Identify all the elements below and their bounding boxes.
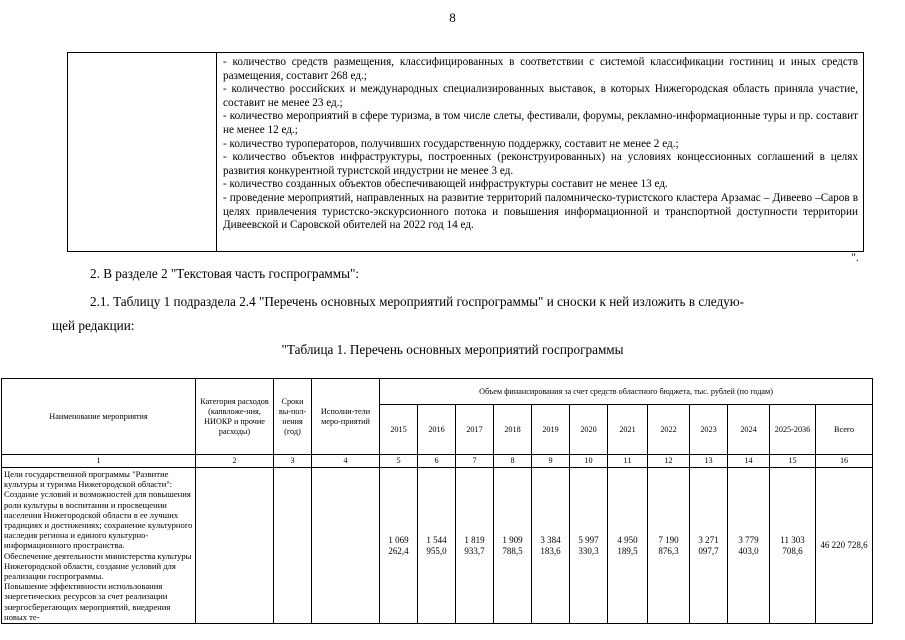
column-number: 14 <box>728 455 770 468</box>
year-header: 2016 <box>418 405 456 455</box>
funding-2023: 3 271 097,7 <box>690 468 728 624</box>
column-number: 9 <box>532 455 570 468</box>
closing-quote: ". <box>851 250 859 264</box>
column-number: 11 <box>608 455 648 468</box>
column-number: 13 <box>690 455 728 468</box>
year-header: 2019 <box>532 405 570 455</box>
column-number: 16 <box>816 455 873 468</box>
column-number: 3 <box>274 455 312 468</box>
header-row <box>2 379 873 405</box>
indicator-item: - количество туроператоров, получивших государственную поддержку, составит не менее 2 ед.; <box>223 137 679 150</box>
indicator-list <box>223 56 858 233</box>
indicator-item: - количество объектов инфраструктуры, построенных (реконструированных) на условиях концессионных соглашений в целях развития конкурентной туристской индустрии не менее 3 ед. <box>223 151 858 177</box>
goal-paragraph: Создание условий и возможностей для повышения роли культуры в воспитании и просвещении населения Нижегородской области в ее лучших традициях и достижениях; сохранение культурного наследия региона и единого культурно-информационного пространства. <box>4 489 193 551</box>
funding-2025-2036: 11 303 708,6 <box>770 468 816 624</box>
funding-2019: 3 384 183,6 <box>532 468 570 624</box>
goal-description <box>2 468 196 624</box>
measures-table <box>1 378 873 624</box>
year-header: 2017 <box>456 405 494 455</box>
column-numbers-row <box>2 455 873 468</box>
year-header: 2022 <box>648 405 690 455</box>
funding-2021: 4 950 189,5 <box>608 468 648 624</box>
year-header: 2025-2036 <box>770 405 816 455</box>
indicator-item: - количество созданных объектов обеспечивающей инфраструктуры составит не менее 13 ед. <box>223 178 668 191</box>
continued-table-cell <box>67 52 864 252</box>
total-header: Всего <box>816 405 873 455</box>
goal-row <box>2 468 873 624</box>
funding-2017: 1 819 933,7 <box>456 468 494 624</box>
goal-executors <box>312 468 380 624</box>
page-number: 8 <box>449 10 456 25</box>
goal-paragraph: Обеспечение деятельности министерства культуры Нижегородской области, создание условий для реализации госпрограммы. <box>4 550 192 582</box>
header-terms: Сроки вы-пол-нения (год) <box>274 379 312 455</box>
funding-2020: 5 997 330,3 <box>570 468 608 624</box>
column-number: 15 <box>770 455 816 468</box>
cell-divider <box>216 53 217 251</box>
column-number: 8 <box>494 455 532 468</box>
funding-total: 46 220 728,6 <box>816 468 873 624</box>
year-header: 2015 <box>380 405 418 455</box>
header-name: Наименование мероприятия <box>2 379 196 455</box>
table-caption: "Таблица 1. Перечень основных мероприятий госпрограммы <box>281 342 624 357</box>
section-paragraph: 2. В разделе 2 "Текстовая часть госпрограммы": <box>90 266 360 281</box>
column-number: 5 <box>380 455 418 468</box>
funding-2022: 7 190 876,3 <box>648 468 690 624</box>
column-number: 4 <box>312 455 380 468</box>
funding-2016: 1 544 955,0 <box>418 468 456 624</box>
column-number: 1 <box>2 455 196 468</box>
year-header: 2020 <box>570 405 608 455</box>
funding-2018: 1 909 788,5 <box>494 468 532 624</box>
instruction-paragraph-continued: щей редакции: <box>52 318 135 333</box>
column-number: 12 <box>648 455 690 468</box>
indicator-item: - проведение мероприятий, направленных на развитие территорий паломническо-туристского кластера Арзамас – Дивеево –Саров в целях привлечения туристско-экскурсионного потока и повышения информационной и транспортной доступности территории Дивеевской и Саровской обителей на 2022 год 14 ед. <box>223 191 858 232</box>
funding-2024: 3 779 403,0 <box>728 468 770 624</box>
funding-2015: 1 069 262,4 <box>380 468 418 624</box>
header-category: Категория расходов (капвложе-ния, НИОКР и прочие расходы) <box>196 379 274 455</box>
header-executors: Исполни-тели меро-приятий <box>312 379 380 455</box>
goal-terms <box>274 468 312 624</box>
year-header: 2018 <box>494 405 532 455</box>
column-number: 2 <box>196 455 274 468</box>
goal-category <box>196 468 274 624</box>
column-number: 6 <box>418 455 456 468</box>
year-header: 2021 <box>608 405 648 455</box>
column-number: 7 <box>456 455 494 468</box>
goal-paragraph: Повышение эффективности использования энергетических ресурсов за счет реализации энергосберегающих мероприятий, внедрения новых те- <box>4 581 171 622</box>
year-header: 2023 <box>690 405 728 455</box>
column-number: 10 <box>570 455 608 468</box>
year-header: 2024 <box>728 405 770 455</box>
header-funding: Объем финансирования за счет средств областного бюджета, тыс. рублей (по годам) <box>380 379 873 405</box>
indicator-item: - количество средств размещения, классифицированных в соответствии с системой классификации гостиниц и иных средств размещения, составит 268 ед.; <box>223 56 858 82</box>
instruction-paragraph: 2.1. Таблицу 1 подраздела 2.4 "Перечень основных мероприятий госпрограммы" и сноски к ней изложить в следую- <box>90 294 745 309</box>
indicator-item: - количество российских и международных специализированных выставок, в которых Нижегородская область приняла участие, составит не менее 23 ед.; <box>223 83 858 109</box>
indicator-item: - количество мероприятий в сфере туризма, в том числе слеты, фестивали, форумы, рекламно-информационные туры и пр. составит не менее 12 ед.; <box>223 110 858 136</box>
goal-paragraph: Цели государственной программы "Развитие культуры и туризма Нижегородской области": <box>4 469 173 490</box>
